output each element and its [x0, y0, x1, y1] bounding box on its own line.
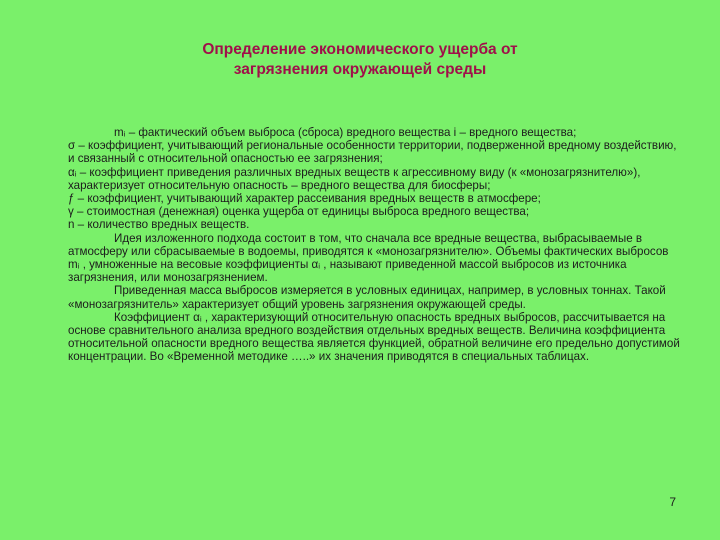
paragraph-reduced-mass: Приведенная масса выбросов измеряется в условных единицах, например, в условных тоннах. Такой «монозагрязнитель» характеризует общий уровень загрязнения окружающей среды.	[68, 284, 666, 311]
definition-gamma: γ – стоимостная (денежная) оценка ущерба от единицы выброса вредного вещества;	[68, 205, 530, 219]
slide-title	[0, 40, 720, 80]
definition-mi: mᵢ – фактический объем выброса (сброса) вредного вещества i – вредного вещества;	[114, 126, 577, 139]
definition-n: n – количество вредных веществ.	[68, 218, 250, 232]
paragraph-idea: Идея изложенного подхода состоит в том, что сначала все вредные вещества, выбрасываемые в атмосферу или сбрасываемые в водоемы, приводятся к «монозагрязнителю». Объемы фактических выбросов mᵢ , умноженные на весовые коэффициенты αᵢ , называют приведенной массой выбросов из источника загрязнения, или монозагрязнением.	[68, 231, 669, 285]
definition-f: ƒ – коэффициент, учитывающий характер рассеивания вредных веществ в атмосфере;	[68, 192, 541, 206]
title-line-1: Определение экономического ущерба от	[202, 41, 518, 58]
paragraph-coefficient: Коэффициент αᵢ , характеризующий относительную опасность вредных выбросов, рассчитывается на основе сравнительного анализа вредного воздействия отдельных вредных веществ. Величина коэффициента относительной опасности вредного вещества является функцией, обратной величине его предельно допустимой концентрации. Во «Временной методике …..» их значения приводятся в специальных таблицах.	[68, 310, 680, 364]
page-number: 7	[669, 495, 676, 509]
title-line-2: загрязнения окружающей среды	[233, 61, 487, 78]
definition-sigma: σ – коэффициент, учитывающий региональные особенности территории, подверженной вредному воздействию, и связанный с относительной опасностью ее загрязнения;	[68, 139, 677, 166]
definition-alpha: αᵢ – коэффициент приведения различных вредных веществ к агрессивному виду (к «монозагрязнителю»), характеризует относительную опасность – вредного вещества для биосферы;	[68, 165, 641, 192]
slide-body	[68, 126, 680, 364]
